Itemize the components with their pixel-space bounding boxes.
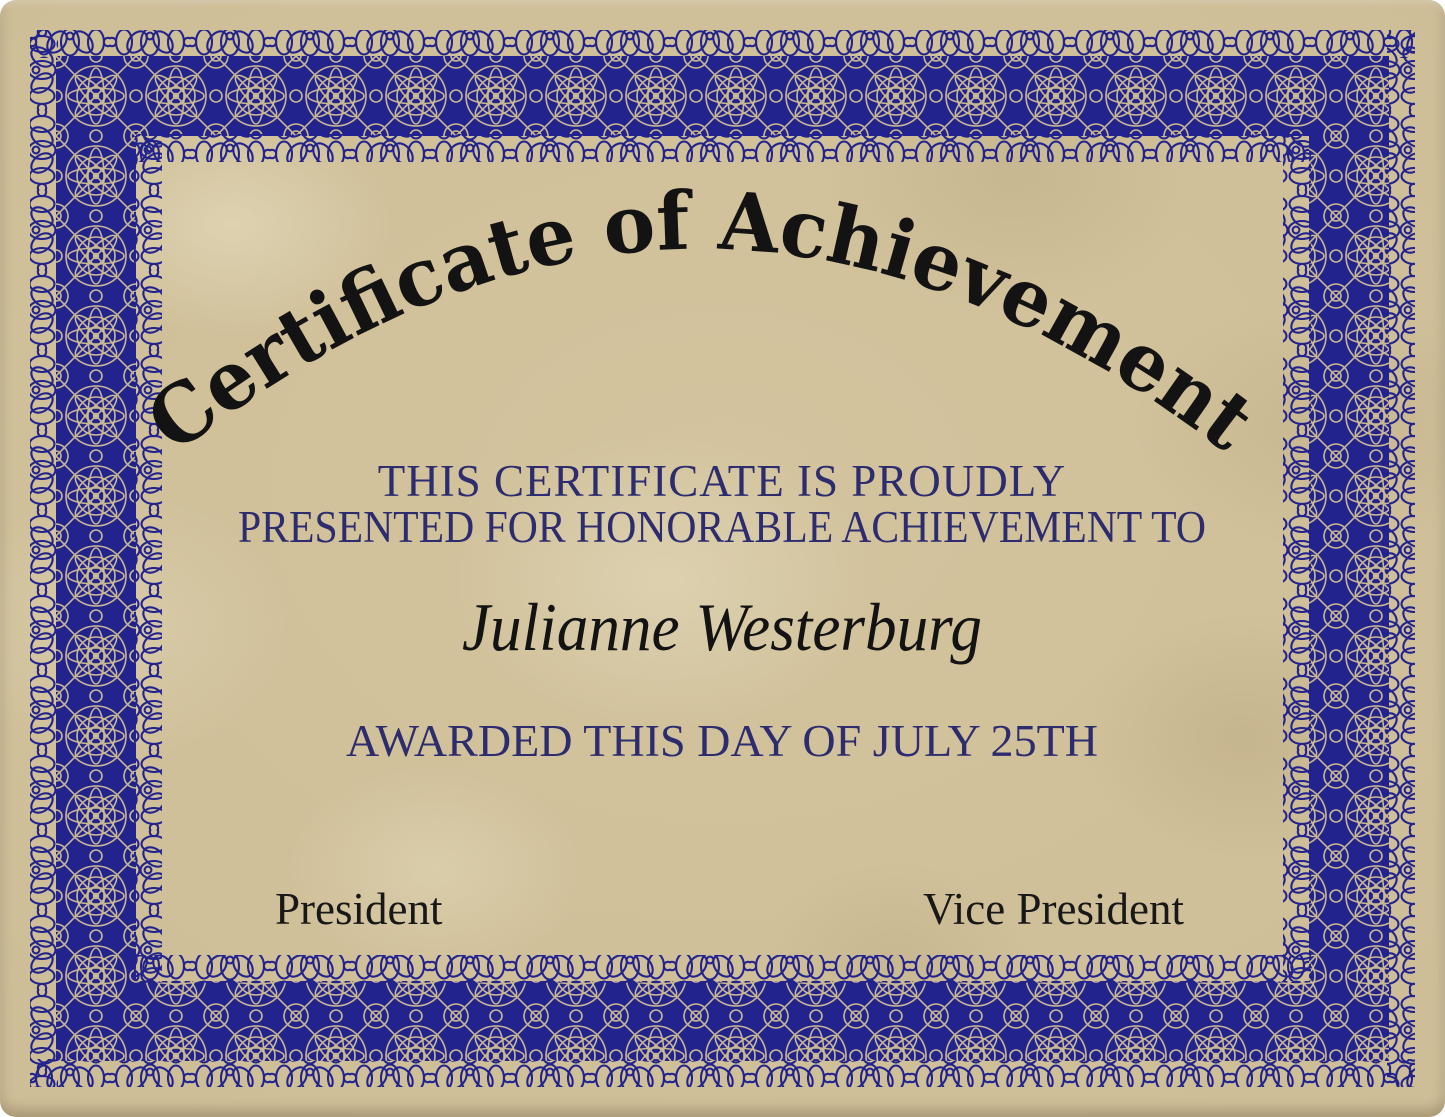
signature-label-vice-president: Vice President [923,884,1184,934]
award-date-line: AWARDED THIS DAY OF JULY 25TH [346,716,1098,766]
border-fringe-top-outer [30,30,1415,58]
signature-label-president: President [275,884,443,934]
recipient-name: Julianne Westerburg [462,589,982,665]
certificate-title-textpath: Certificate of Achievement [129,173,1273,470]
border-fringe-left-outer [30,30,58,1087]
intro-line-1: THIS CERTIFICATE IS PROUDLY [377,456,1067,506]
border-fringe-left-inner [134,136,162,981]
border-fringe-right-inner [1283,136,1311,981]
border-fringe-right-outer [1387,30,1415,1087]
certificate-title [130,173,1272,469]
border-fringe-bottom-inner [136,955,1309,983]
border-fringe-top-inner [136,134,1309,162]
border-fringe-bottom-outer [30,1059,1415,1087]
intro-line-2: PRESENTED FOR HONORABLE ACHIEVEMENT TO [238,502,1206,552]
